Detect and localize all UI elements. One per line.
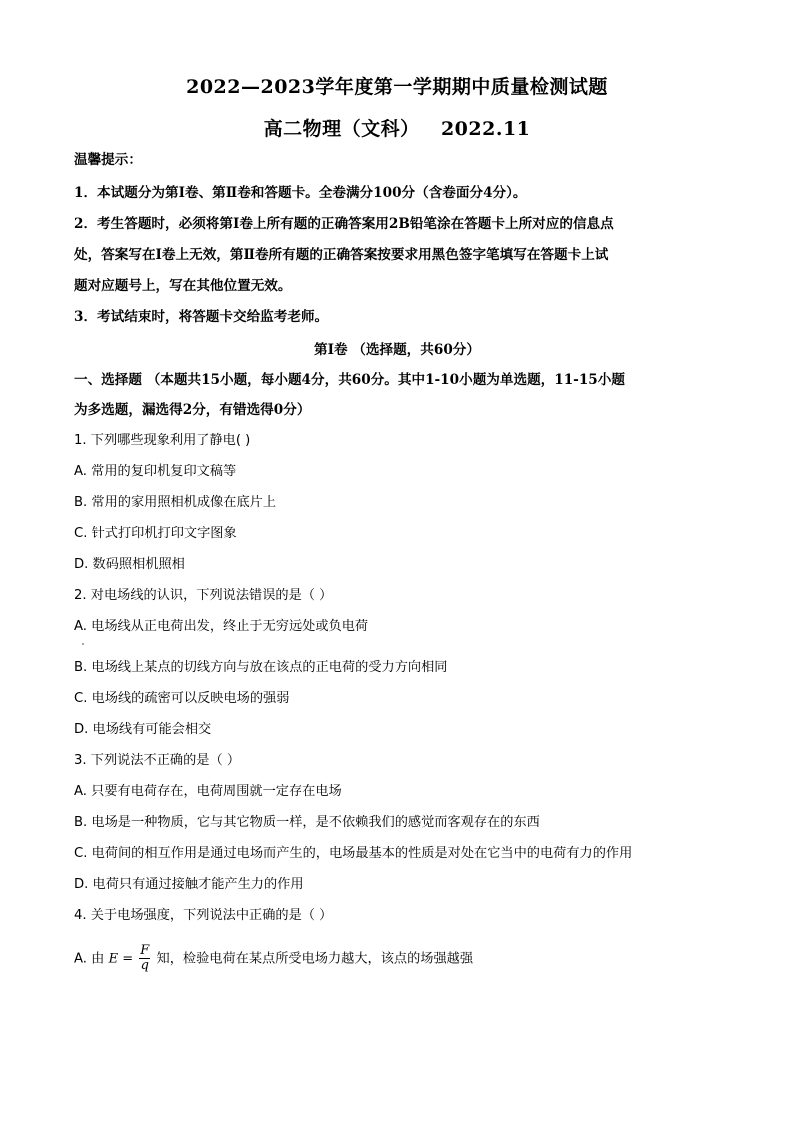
section-heading: 第Ⅰ卷 （选择题，共60分） bbox=[314, 342, 480, 358]
exam-subtitle: 高二物理（文科） 2022.11 bbox=[263, 118, 531, 140]
fraction-denominator: q bbox=[140, 958, 149, 973]
question-stem: 3. 下列说法不正确的是（ ） bbox=[74, 753, 241, 768]
question-option: D. 电荷只有通过接触才能产生力的作用 bbox=[74, 877, 304, 892]
tip-line: 题对应题号上，写在其他位置无效。 bbox=[74, 278, 292, 294]
question-option: B. 电场线上某点的切线方向与放在该点的正电荷的受力方向相同 bbox=[74, 660, 448, 675]
question-stem: 2. 对电场线的认识，下列说法错误的是（ ） bbox=[74, 588, 333, 603]
tip-line: 处，答案写在Ⅰ卷上无效，第Ⅱ卷所有题的正确答案按要求用黑色签字笔填写在答题卡上试 bbox=[74, 247, 609, 263]
formula-lhs: E = bbox=[108, 951, 134, 967]
question-option: C. 电场线的疏密可以反映电场的强弱 bbox=[74, 691, 290, 706]
question-option: A. 电场线从正电荷出发，终止于无穷远处或负电荷 bbox=[74, 619, 369, 634]
option-prefix: A. 由 bbox=[74, 951, 105, 967]
question-option: C. 针式打印机打印文字图象 bbox=[74, 526, 237, 541]
tip-line: 2．考生答题时，必须将第Ⅰ卷上所有题的正确答案用2B铅笔涂在答题卡上所对应的信息点 bbox=[74, 216, 614, 232]
question-option: C. 电荷间的相互作用是通过电场而产生的，电场最基本的性质是对处在它当中的电荷有力的作用 bbox=[74, 846, 633, 861]
question-stem: 4. 关于电场强度，下列说法中正确的是（ ） bbox=[74, 908, 333, 923]
tips-heading: 温馨提示： bbox=[74, 152, 142, 168]
exam-title: 2022—2023学年度第一学期期中质量检测试题 bbox=[186, 76, 608, 98]
section-intro-line: 一、选择题 （本题共15小题，每小题4分，共60分。其中1-10小题为单选题，11-15小题 bbox=[74, 372, 625, 388]
tip-line: 1．本试题分为第Ⅰ卷、第Ⅱ卷和答题卡。全卷满分100分（含卷面分4分）。 bbox=[74, 185, 527, 201]
section-intro-line: 为多选题，漏选得2分，有错选得0分） bbox=[74, 402, 311, 418]
question-option: B. 电场是一种物质，它与其它物质一样，是不依赖我们的感觉而客观存在的东西 bbox=[74, 815, 540, 830]
option-suffix: 知，检验电荷在某点所受电场力越大，该点的场强越强 bbox=[156, 951, 474, 967]
question-option: B. 常用的家用照相机成像在底片上 bbox=[74, 495, 277, 510]
fraction bbox=[139, 944, 150, 973]
question-option: D. 数码照相机照相 bbox=[74, 557, 185, 572]
fraction-numerator: F bbox=[140, 943, 150, 958]
question-stem: 1. 下列哪些现象利用了静电( ) bbox=[74, 433, 251, 448]
stray-mark bbox=[82, 643, 84, 645]
question-option: D. 电场线有可能会相交 bbox=[74, 722, 212, 737]
question-option-with-formula bbox=[74, 944, 734, 975]
question-option: A. 只要有电荷存在，电荷周围就一定存在电场 bbox=[74, 784, 342, 799]
tip-line: 3．考试结束时，将答题卡交给监考老师。 bbox=[74, 309, 329, 325]
question-option: A. 常用的复印机复印文稿等 bbox=[74, 464, 237, 479]
